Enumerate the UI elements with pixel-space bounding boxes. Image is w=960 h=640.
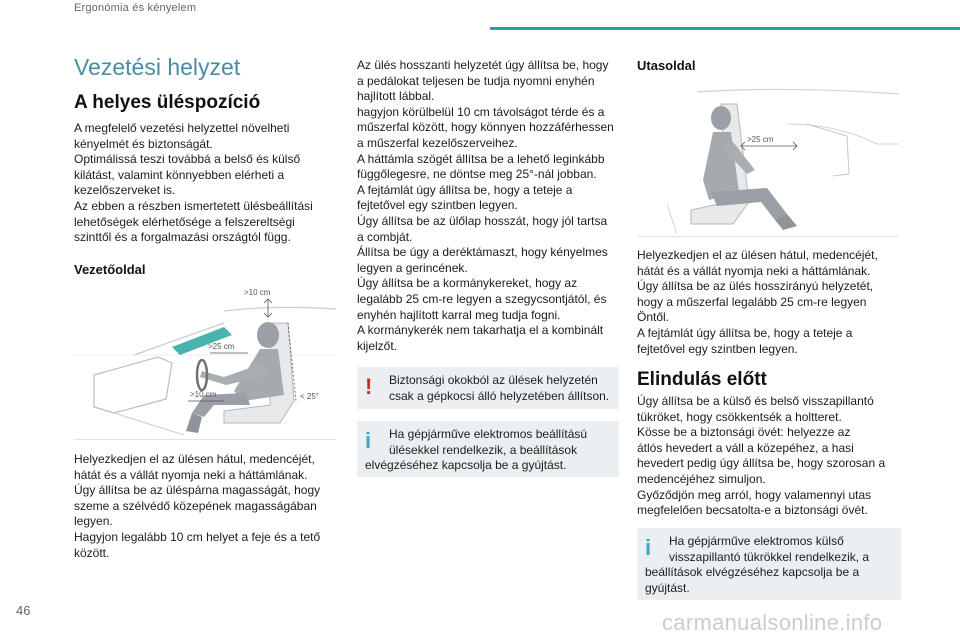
info-box-electric-mirrors [637, 528, 901, 600]
text-line: hogy a műszerfal legalább 25 cm-re legyen [637, 294, 867, 309]
header-accent-bar [490, 27, 960, 30]
text-line: ülésekkel rendelkezik, a beállítások [389, 442, 578, 457]
heading-passenger-side: Utasoldal [637, 58, 696, 73]
section-title: Ergonómia és kényelem [74, 2, 197, 14]
text-line: Biztonsági okokból az ülések helyzetén [389, 373, 598, 387]
text-line: Ha gépjárműve elektromos külső [669, 534, 844, 548]
before-starting-paragraph [637, 394, 899, 519]
text-line: kényelmét és biztonságát. [74, 136, 213, 151]
heading-correct-seat-position: A helyes üléspozíció [74, 92, 261, 113]
text-line: kijelzőt. [357, 338, 398, 353]
info-i-icon: i [365, 428, 372, 453]
text-line: hajlított lábbal. [357, 89, 435, 104]
passenger-paragraph [637, 248, 899, 357]
text-line: fejtetővel egy szintben legyen. [637, 341, 798, 356]
passenger-seat-illustration [637, 84, 899, 237]
driver-seat-illustration [74, 283, 336, 440]
text-line: hagyjon körülbelül 10 cm távolságot térde és a [357, 104, 605, 119]
label-dashboard-distance: >25 cm [747, 135, 774, 144]
page-number: 46 [16, 603, 31, 618]
text-line: a műszerfal kezelőszerveihez. [357, 135, 518, 150]
text-line: hevedert pedig úgy állítsa be, hogy szorosan a [637, 456, 886, 471]
text-line: Az ülés hosszanti helyzetét úgy állítsa be, hogy [357, 58, 609, 72]
text-line: kilátást, valamint könnyebben elérheti a [74, 167, 285, 182]
text-line: gyújtást. [645, 580, 690, 595]
text-line: Győződjön meg arról, hogy valamennyi utas [637, 487, 872, 502]
watermark: carmanualsonline.info [662, 610, 883, 635]
info-box-electric-seats [357, 421, 619, 477]
text-line: Kösse be a biztonsági övét: helyezze az [637, 425, 851, 440]
text-line: hátát és a vállát nyomja neki a háttámlának. [637, 263, 871, 278]
seat-adjustment-paragraph [357, 58, 619, 354]
passenger-seat-drawing [637, 84, 899, 236]
text-line: elvégzéséhez kapcsolja be a gyújtást. [365, 458, 567, 473]
text-line: legalább 25 cm-re legyen a szegycsontjától, és [357, 291, 607, 306]
text-line: lehetőségek elérhetősége a felszereltségi [74, 214, 295, 229]
text-line: átlós hevedert a váll a közepéhez, a hasi [637, 440, 854, 455]
text-line: hátát és a vállát nyomja neki a háttámlának. [74, 467, 308, 482]
driver-paragraph [74, 452, 336, 561]
text-line: A kormánykerék nem takarhatja el a kombinált [357, 323, 604, 338]
text-line: Állítsa be úgy a deréktámaszt, hogy kényelmes [357, 245, 608, 260]
text-line: Ha gépjárműve elektromos beállítású [389, 427, 588, 441]
text-line: megfelelően becsatolta-e a biztonsági övét. [637, 503, 868, 518]
text-line: tükröket, hogy csökkentsék a holtteret. [637, 409, 842, 424]
heading-driver-side: Vezetőoldal [74, 262, 146, 277]
text-line: Helyezkedjen el az ülésen hátul, medencéjét, [74, 452, 315, 466]
text-line: A fejtámlát úgy állítsa be, hogy a teteje a [357, 182, 573, 197]
text-line: Úgy állítsa be a külső és belső visszapillantó [637, 394, 874, 408]
text-line: Helyezkedjen el az ülésen hátul, medencéjét, [637, 248, 878, 262]
text-line: fejtetővel egy szintben legyen. [357, 198, 518, 213]
text-line: csak a gépkocsi álló helyzetében állítson. [389, 388, 610, 403]
text-line: Öntől. [637, 310, 670, 325]
label-backrest-angle: < 25° [300, 392, 319, 401]
text-line: A fejtámlát úgy állítsa be, hogy a teteje a [637, 325, 853, 340]
text-line: beállítások elvégzéséhez kapcsolja be a [645, 565, 860, 580]
info-i-icon: i [645, 535, 652, 560]
text-line: Úgy állítsa be az üléspárna magasságát, hogy [74, 483, 321, 498]
text-line: legyen a gerincének. [357, 260, 468, 275]
text-line: szeme a szélvédő közepének magasságában [74, 498, 317, 513]
label-knee-distance: >10 cm [190, 390, 217, 399]
warning-exclamation-icon: ! [365, 374, 373, 399]
text-line: Úgy állítsa be az ülés hosszirányú helyzetét, [637, 279, 874, 294]
driver-seat-drawing [74, 283, 336, 439]
text-line: Hagyjon legalább 10 cm helyet a feje és a tető [74, 529, 321, 544]
label-wheel-distance: >25 cm [208, 342, 235, 351]
text-line: között. [74, 545, 110, 560]
text-line: szinttől és a forgalmazási országtól függ. [74, 230, 291, 245]
label-head-clearance: >10 cm [244, 288, 271, 297]
text-line: Úgy állítsa be a kormánykereket, hogy az [357, 276, 578, 291]
text-line: a pedálokat teljesen be tudja nyomni enyhén [357, 73, 595, 88]
text-line: Optimálissá teszi továbbá a belső és külső [74, 152, 301, 167]
page-title: Vezetési helyzet [74, 54, 241, 80]
text-line: műszerfal között, hogy könnyen hozzáférhessen [357, 120, 614, 135]
text-line: függőlegesre, ne döntse meg 25°-nál jobban. [357, 167, 597, 182]
text-line: visszapillantó tükrökkel rendelkezik, a [669, 549, 870, 564]
intro-paragraph [74, 121, 336, 246]
warning-box [357, 367, 619, 409]
text-line: kezelőszerveket is. [74, 183, 176, 198]
text-line: Úgy állítsa be az ülőlap hosszát, hogy jól tartsa [357, 213, 608, 228]
text-line: Az ebben a részben ismertetett ülésbeállítási [74, 198, 313, 213]
text-line: legyen. [74, 514, 113, 529]
text-line: medencéjéhez simuljon. [637, 471, 766, 486]
text-line: enyhén hajlított karral meg tudja fogni. [357, 307, 561, 322]
text-line: A háttámla szögét állítsa be a lehető leginkább [357, 151, 605, 166]
text-line: a combját. [357, 229, 413, 244]
text-line: A megfelelő vezetési helyzettel növelheti [74, 121, 290, 135]
heading-before-starting: Elindulás előtt [637, 369, 767, 390]
